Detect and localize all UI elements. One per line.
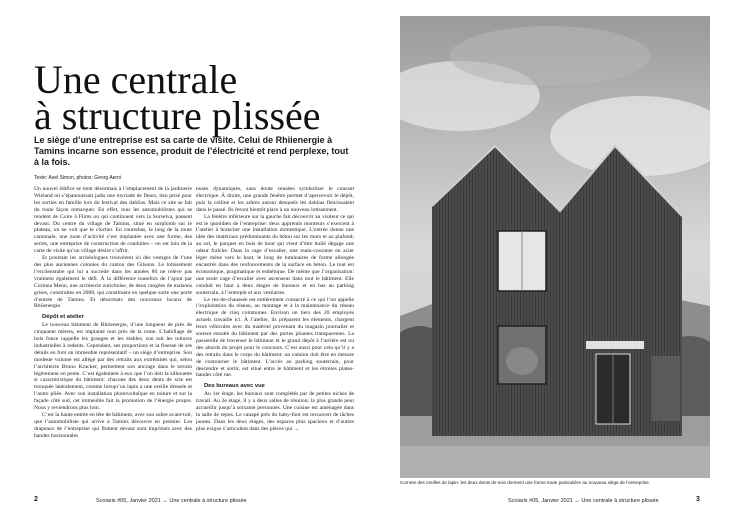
page-number-left: 2 [34,496,38,503]
page-number-right: 3 [696,496,700,503]
folio-right: Scoiaris #05, Janvier 2021 ↔ Une centrale à structure plissée [508,498,659,504]
paragraph: Un nouvel édifice se tient désormais à l’emplacement de la jardinerie Wieland où s’épanouissait jadis une myriade de fleurs, lieu prisé pour les sorties en famille lors du festival des dahlias. Mais ce site se fait du toute façon remarquer. En effet, tous les automobilistes qui se rendent de Coire à Flims ou qui continuent vers la Surselva, passent devant. Du centre du village de Tamins, situé en surplomb sur le plateau, on ne voit que le clocher. En contrebas, le long de la route cantonale, une zone d’activité s’est implantée avec une forme, des serres, une entreprise de construction de conduites – on est loin de la carte de visite qu’un village désire s’offrir. [34,186,192,255]
paragraph: Le rez-de-chaussée est entièrement consacré à ce qui l’on appelle l’exploitation du réseau, au montage et à la maintenance du réseau électrique de cinq communes. Environ un tiers des 20 employés actuels travaille ici. À l’atelier, ils préparent les éléments, chargent leurs véhicules avec du matériel provenant du magasin journalier et sortent ensuite du bâtiment par des portes pliantes transparentes. La passerelle de traverser le bâtiment et le grand dépôt à l’arrière est ou des abords du projet pour le concours. C’est aussi pour cela qu’il y a des retraits dans le corps du bâtiment: un camion doit être en mesure de contourner le bâtiment. L’accès au parking souterrain, pour descendre et sortir, est situé entre le bâtiment et les étroites plates-bandes côté rue. [196,296,354,379]
subheading: Des bureaux avec vue [204,383,265,390]
paragraph: La fenêtre inférieure sur la gauche fait découvrir au visiteur ce qui est le quotidien de l’entreprise: deux apprentis monteurs s’exercent à l’atelier à brancher une installation domestique. L’entrée donne une idée des matériaux prédominants du béton sur les murs et au plafond; au sol, le parquet en bois de bout qui vient d’être huilé dégage une odeur fraîche. Dans la cage d’escalier, une main-courante en acier léger mène vers le haut, le long de luminaires de forme allongée encastrés dans des renfoncements de la surface en béton. Le tout est économique, pragmatique et esthétique. De même que l’organisation: une seule cage d’escalier avec ascenseur dans tout le bâtiment. Elle conduit en haut à deux étages de bureaux et en bas au parking souterrain, à l’entrepôt et aux vestiaires. [196,213,354,296]
article-credit: Texte: Axel Simon, photos: Georg Aerni [34,175,121,181]
paragraph: C’est la haute entrée en tête de bâtiment, avec son sobre avant-toit, que l’automobiliste qui arrive à Tamins découvre en premier. Les drapeaux de l’entreprise qui flottent devant sont imprimés avec des bandes horizontales [34,412,192,439]
photo-caption: Comme des oreilles de lapin: les deux dents de scie donnent une forme toute particulière au nouveau siège de l’entreprise. [400,480,651,485]
text-column-1 [34,186,192,440]
article-lead: Le siège d’une entreprise est sa carte de visite. Celui de Rhiienergie à Tamins incarne son essence, produit de l’électricité et rend perplexe, tout à la fois. [34,135,349,167]
folio-left: Scoiaris #05, Janvier 2021 ↔ Une centrale à structure plissée [96,498,247,504]
paragraph: Le nouveau bâtiment de Rhiienergie, d’une longueur de près de cinquante mètres, est implanté tout près de la route. L’habillage de bois fonce rappelle les granges et les étables, son toit les toitures industrielles à redents. Cependant, ses proportions et la finesse de ses détails en font un immeuble représentatif – un siège d’entreprise. Son modeste volume est allégé par des retraits aux extrémités qui, selon l’architecte Bruno Krucker, permettent son ancrage dans le terrain légèrement en pente. C’est également à eux que l’on doit la silhouette si caractéristique du bâtiment: chacune des deux dents de scie est tronquée latéralement, comme lorsqu’un lapin a une oreille dressée et l’autre pliée. Avec son installation photovoltaïque en toiture et sur la façade côté sud, cet immeuble fait la promotion de l’énergie propre. Nous y reviendrons plus loin. [34,322,192,412]
right-page [368,0,736,520]
article-title [34,57,354,138]
subheading: Dépôt et atelier [42,314,84,321]
title-line-1: Une centrale [34,57,238,102]
text-column-2 [196,186,354,433]
paragraph: Au 1er étage, les bureaux sont complétés par de petites niches de travail. Au 2e étage, il y a deux salles de réunion; la plus grande peut accueillir jusqu’à soixante personnes. Une cuisine est aménagée dans la salle de repos. Le canapé près du baby-foot est recouvert de tâches jaunes. Dans les deux étages, des espaces plus spacieux et d’autres plus exigus s’articulent dans des pièces qui → [196,391,354,432]
title-line-2: à structure plissée [34,93,321,138]
paragraph: nuses dynamiques, sans doute censées symboliser le courant électrique. À droite, une grande fenêtre permet d’apercevoir le dépôt, puis la colline et les arbres autour desquels les dahlias fleurissaient dans le passé. Ils feront bientôt place à un nouveau lotissement. [196,186,354,213]
paragraph: Et pourtant les archéologues trouvèrent ici des vestiges de l’une des plus anciennes colonies du canton des Grisons. Le lotissement l’ercilenstube qui lui a succédé dans les années 80 ne relève pas vraiment également le défi. À la différence toutefois de l’ajout par Corinna Menn, une architecte zurichoise, de deux rangées de maisons grises, construites en 2008, qui constituent en quelque sorte une porte d’entrée de Tamins. Et désormais des nouveaux locaux de Rhiienergie. [34,255,192,310]
